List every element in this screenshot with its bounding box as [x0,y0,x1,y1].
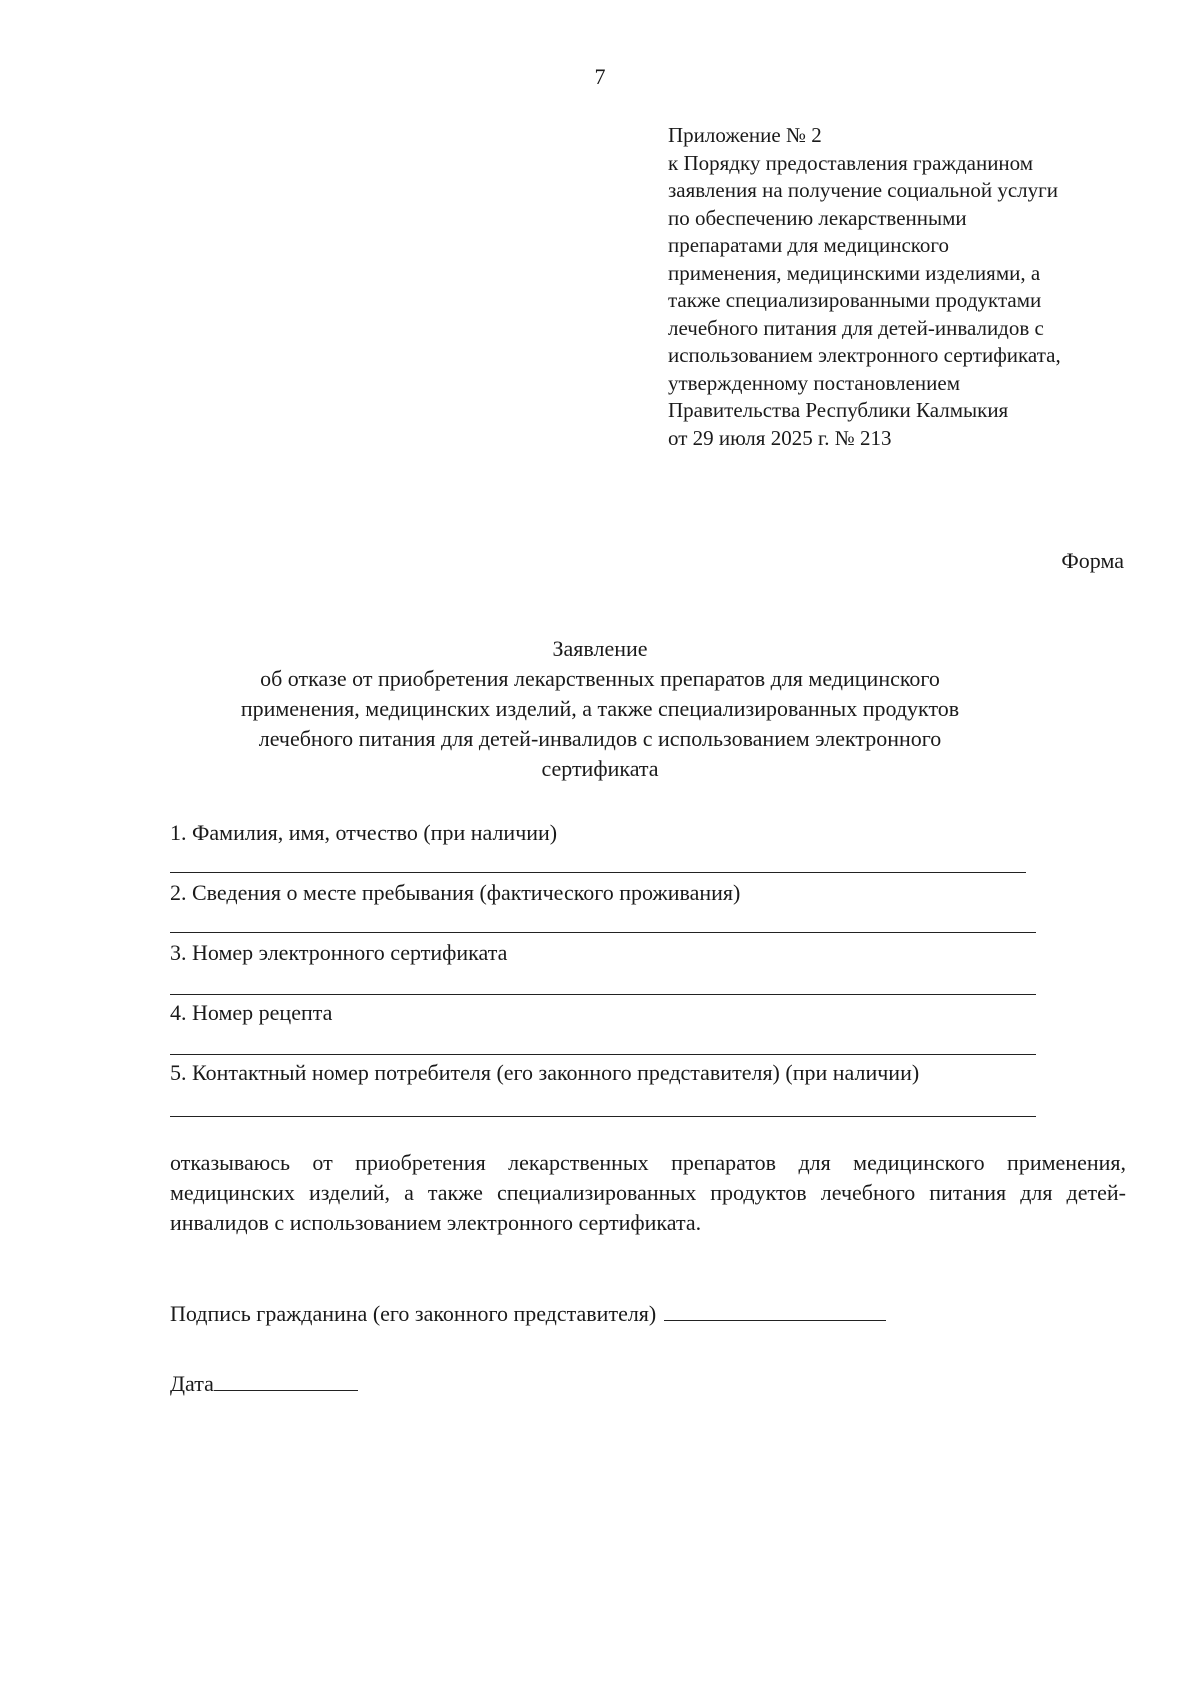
field-certificate-number-line[interactable] [170,994,1036,995]
field-contact-number-line[interactable] [170,1116,1036,1117]
field-residence-label: 2. Сведения о месте пребывания (фактического проживания) [170,880,741,905]
title-line: применения, медицинских изделий, а также специализированных продуктов [240,696,960,721]
annex-line: к Порядку предоставления гражданином [668,150,1034,175]
signature-line[interactable] [664,1300,886,1321]
annex-line: от 29 июля 2025 г. № 213 [668,425,892,450]
annex-line: также специализированными продуктами [668,288,1042,312]
field-contact-number-label: 5. Контактный номер потребителя (его законного представителя) (при наличии) [170,1060,920,1085]
field-full-name-line[interactable] [170,872,1026,873]
annex-line: лечебного питания для детей-инвалидов с [668,315,1044,340]
title-line: сертификата [541,756,659,781]
field-prescription-number-label: 4. Номер рецепта [170,1000,333,1025]
document-title [0,634,1200,784]
signature-label: Подпись гражданина (его законного представителя) [170,1301,657,1326]
field-full-name-label: 1. Фамилия, имя, отчество (при наличии) [170,820,558,845]
page-number: 7 [594,64,606,89]
signature-row [170,1300,886,1327]
form-label: Форма [1061,548,1124,573]
title-heading: Заявление [552,636,648,661]
title-line: об отказе от приобретения лекарственных препаратов для медицинского [260,666,940,691]
annex-line: препаратами для медицинского [668,233,950,257]
field-residence-line[interactable] [170,932,1036,933]
annex-line: утвержденному постановлением [668,370,961,395]
annex-line: применения, медицинскими изделиями, а [668,260,1041,285]
date-row [170,1370,358,1397]
annex-block [668,122,1138,452]
field-certificate-number-label: 3. Номер электронного сертификата [170,940,508,965]
field-prescription-number-line[interactable] [170,1054,1036,1055]
refusal-statement: отказываюсь от приобретения лекарственных препаратов для медицинского применения, медицинских изделий, а также специализированных продуктов лечебного питания для детей-инвалидов с использованием электронного сертификата. [170,1150,1126,1235]
annex-line: использованием электронного сертификата, [668,343,1061,367]
annex-line: Правительства Республики Калмыкия [668,398,1009,422]
annex-line: заявления на получение социальной услуги [668,178,1059,202]
title-line: лечебного питания для детей-инвалидов с использованием электронного [258,726,942,751]
date-line[interactable] [214,1370,358,1391]
date-label: Дата [170,1371,214,1396]
annex-line: по обеспечению лекарственными [668,205,967,230]
annex-line: Приложение № 2 [668,123,822,147]
